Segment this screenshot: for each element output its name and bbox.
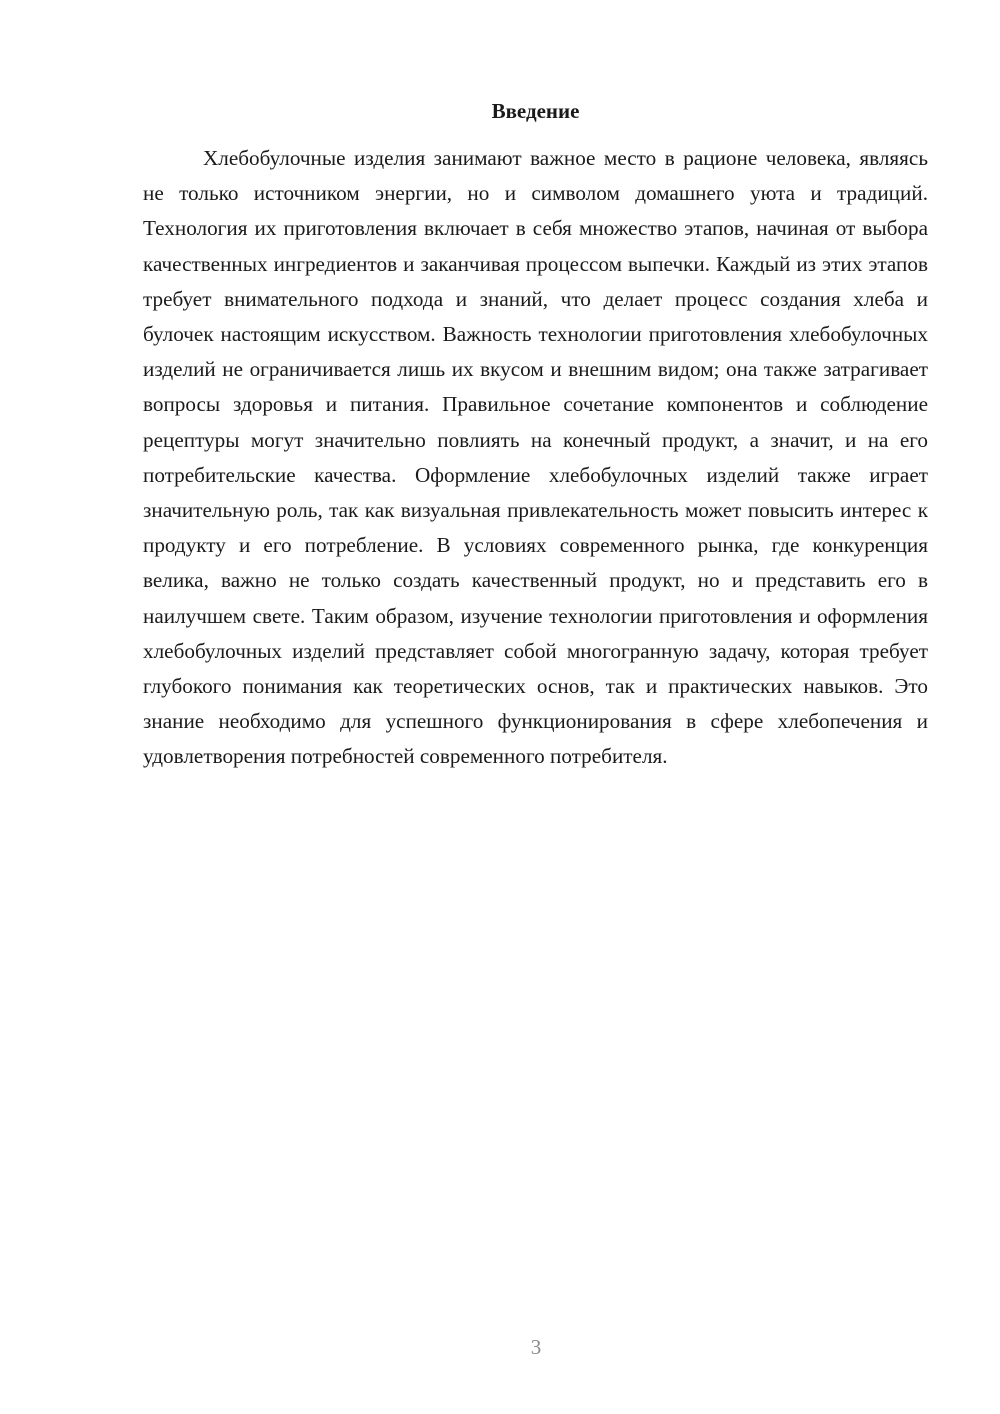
body-paragraph: Хлебобулочные изделия занимают важное место в рационе человека, являясь не только источником энергии, но и символом домашнего уюта и традиций. Технология их приготовления включает в себя множество этапов, начиная от выбора качественных ингредиентов и заканчивая процессом выпечки. Каждый из этих этапов требует внимательного подхода и знаний, что делает процесс создания хлеба и булочек настоящим искусством. Важность технологии приготовления хлебобулочных изделий не ограничивается лишь их вкусом и внешним видом; она также затрагивает вопросы здоровья и питания. Правильное сочетание компонентов и соблюдение рецептуры могут значительно повлиять на конечный продукт, а значит, и на его потребительские качества. Оформление хлебобулочных изделий также играет значительную роль, так как визуальная привлекательность может повысить интерес к продукту и его потребление. В условиях современного рынка, где конкуренция велика, важно не только создать качественный продукт, но и представить его в наилучшем свете. Таким образом, изучение технологии приготовления и оформления хлебобулочных изделий представляет собой многогранную задачу, которая требует глубокого понимания как теоретических основ, так и практических навыков. Это знание необходимо для успешного функционирования в сфере хлебопечения и удовлетворения потребностей современного потребителя. <box>143 146 928 769</box>
page-number: 3 <box>530 1335 542 1359</box>
section-heading: Введение <box>491 99 580 123</box>
